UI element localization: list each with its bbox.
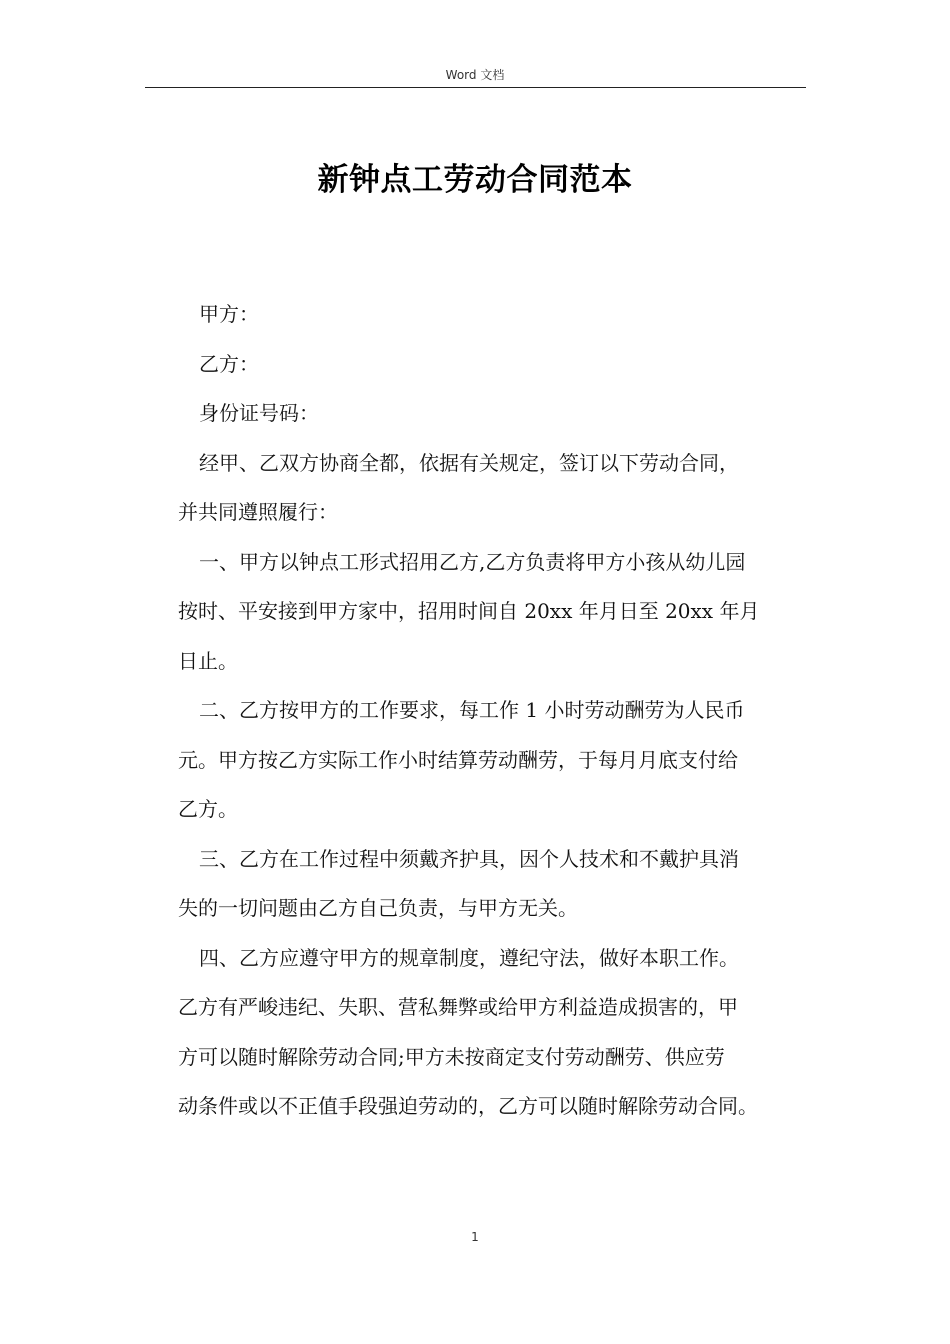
clause-2-line: 二、乙方按甲方的工作要求，每工作 1 小时劳动酬劳为人民币 — [199, 698, 745, 722]
party-a-line: 甲方： — [199, 302, 259, 326]
preamble-line: 经甲、乙双方协商全都，依据有关规定，签订以下劳动合同， — [199, 450, 739, 475]
clause-3-line: 失的一切问题由乙方自己负责，与甲方无关。 — [178, 896, 578, 920]
id-number-line: 身份证号码： — [199, 401, 319, 425]
preamble-line: 并共同遵照履行： — [178, 500, 338, 524]
clause-4-line: 四、乙方应遵守甲方的规章制度，遵纪守法，做好本职工作。 — [199, 945, 739, 970]
clause-1-line: 日止。 — [178, 648, 238, 673]
party-b-line: 乙方： — [199, 351, 259, 376]
page-header-label: Word 文档 — [445, 68, 505, 82]
clause-3-line: 三、乙方在工作过程中须戴齐护具，因个人技术和不戴护具消 — [199, 846, 739, 871]
page-number: 1 — [471, 1230, 479, 1244]
clause-1-line: 按时、平安接到甲方家中，招用时间自 20xx 年月日至 20xx 年月 — [178, 599, 760, 623]
clause-4-line: 动条件或以不正值手段强迫劳动的，乙方可以随时解除劳动合同。 — [178, 1094, 758, 1118]
clause-4-line: 乙方有严峻违纪、失职、营私舞弊或给甲方利益造成损害的，甲 — [178, 995, 738, 1019]
clause-4-line: 方可以随时解除劳动合同;甲方未按商定支付劳动酬劳、供应劳 — [178, 1044, 725, 1069]
clause-1-line: 一、甲方以钟点工形式招用乙方,乙方负责将甲方小孩从幼儿园 — [199, 549, 746, 574]
clause-2-line: 元。甲方按乙方实际工作小时结算劳动酬劳，于每月月底支付给 — [178, 747, 738, 772]
document-body — [178, 290, 808, 1132]
document-title: 新钟点工劳动合同范本 — [317, 162, 633, 198]
clause-2-line: 乙方。 — [178, 797, 238, 821]
header-divider — [145, 87, 806, 88]
